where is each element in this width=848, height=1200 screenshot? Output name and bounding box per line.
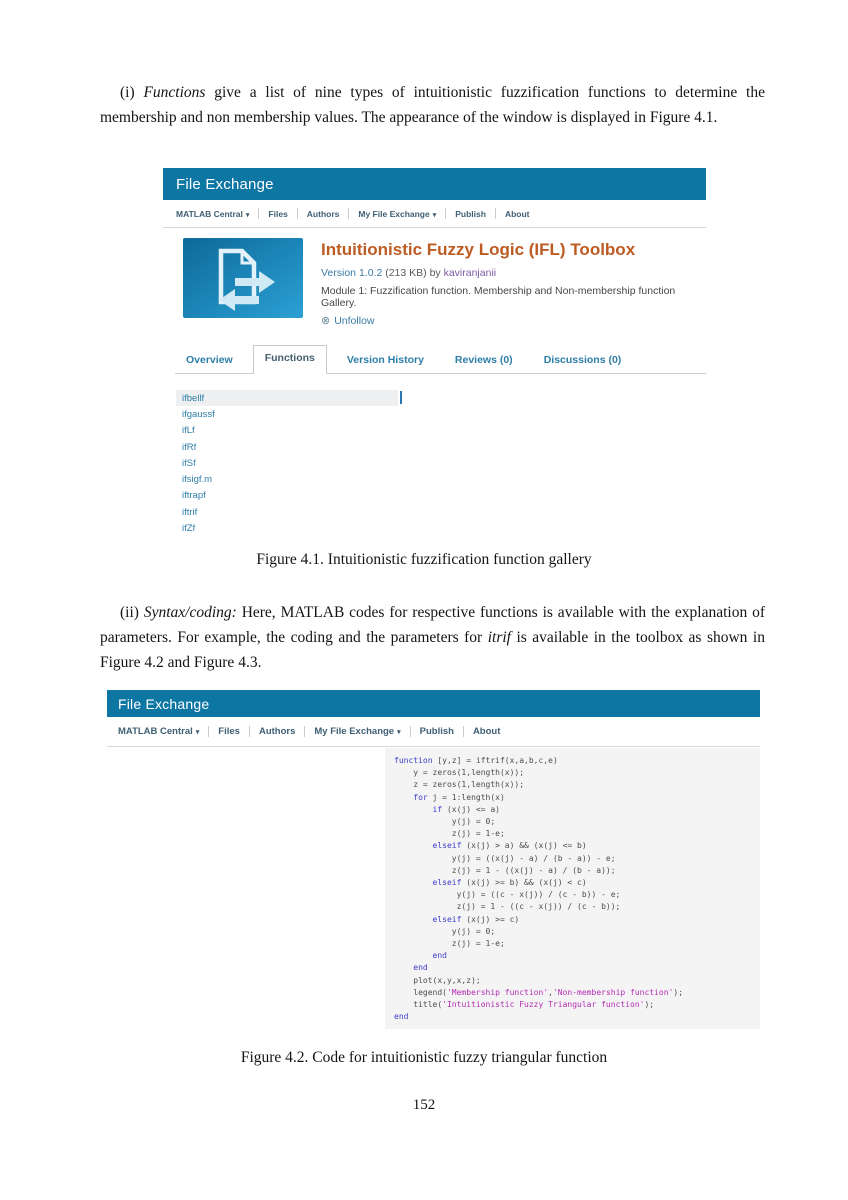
body-paragraph-2 [100,600,765,675]
function-link[interactable]: iftrif [182,506,198,518]
function-link[interactable]: ifsigf.m [182,474,213,486]
nav-item-about[interactable]: About [504,208,530,219]
nav-item-publish[interactable]: Publish [419,726,454,737]
chevron-down-icon: ▾ [195,729,200,736]
nav-separator [445,208,446,219]
function-list-item[interactable] [176,471,398,487]
nav-separator [410,726,411,737]
toolbox-profile [163,228,706,327]
code-line: y(j) = 0; [394,926,496,936]
file-exchange-screenshot-1 [163,168,706,540]
toolbox-author-link[interactable]: kaviranjanii [443,267,497,279]
nav-separator [463,726,464,737]
toolbox-version-row [321,267,706,279]
nav-item-files[interactable]: Files [268,208,288,219]
code-line: for j = 1:length(x) [413,792,505,802]
nav-item-my-file-exchange[interactable]: My File Exchange ▾ [314,726,401,737]
code-line: legend('Membership function','Non-membership function'); [394,987,684,997]
function-list-item[interactable] [176,406,398,422]
page-number: 152 [412,1097,436,1113]
nav-item-matlab-central[interactable]: MATLAB Central ▾ [176,208,250,219]
unfollow-button[interactable] [321,315,706,327]
nav-separator [258,208,259,219]
unfollow-label: Unfollow [334,315,375,327]
nav-separator [297,208,298,219]
nav-item-matlab-central[interactable]: MATLAB Central ▾ [118,726,200,737]
file-exchange-title: File Exchange [176,175,274,193]
chevron-down-icon: ▾ [245,211,250,219]
paragraph-segment: (ii) [120,604,144,621]
nav-item-authors[interactable]: Authors [306,208,340,219]
file-exchange-navbar [163,200,706,228]
code-line: elseif (x(j) >= c) [432,914,520,924]
code-line: if (x(j) <= a) [432,804,500,814]
code-line: end [394,1012,409,1022]
toolbox-version-link[interactable]: Version 1.0.2 [321,267,383,279]
code-line: z(j) = 1-e; [394,829,505,839]
function-list-item[interactable] [176,504,398,520]
tab-discussions-0-[interactable]: Discussions (0) [543,354,622,366]
circle-x-icon: ⊗ [321,314,331,327]
paragraph-segment: is available in the toolbox as shown in Figure 4.2 and Figure 4.3. [100,629,765,671]
code-line: z = zeros(1,length(x)); [394,780,525,790]
toolbox-title: Intuitionistic Fuzzy Logic (IFL) Toolbox [321,240,636,259]
code-line: y = zeros(1,length(x)); [394,768,525,778]
function-link[interactable]: ifRf [182,441,197,453]
nav-separator [208,726,209,737]
code-line: function [y,z] = iftrif(x,a,b,c,e) [394,756,558,765]
file-exchange-title: File Exchange [118,695,210,712]
tab-version-history[interactable]: Version History [346,354,424,366]
nav-separator [495,208,496,219]
code-line: plot(x,y,x,z); [394,975,481,985]
function-list [176,390,398,537]
code-line: y(j) = 0; [394,817,496,827]
nav-item-my-file-exchange[interactable]: My File Exchange ▾ [358,208,437,219]
function-list-item[interactable] [176,488,398,504]
function-list-item[interactable] [176,520,398,536]
code-line: z(j) = 1-e; [394,939,505,949]
paragraph-segment: Here, MATLAB codes for respective functions is available with the explanation of parameters. For example, the coding and the parameters for [100,604,765,646]
code-line: end [413,963,428,973]
code-line: y(j) = ((x(j) - a) / (b - a)) - e; [394,853,616,863]
nav-separator [249,726,250,737]
nav-item-about[interactable]: About [472,726,501,737]
code-line: elseif (x(j) >= b) && (x(j) < c) [432,878,587,888]
file-exchange-screenshot-2 [107,690,760,1030]
tab-reviews-0-[interactable]: Reviews (0) [454,354,513,366]
text-cursor [400,391,402,404]
chevron-down-icon: ▾ [432,211,437,219]
toolbox-description: Module 1: Fuzzification function. Membership and Non-membership function Gallery. [321,285,676,309]
figure-4-1-caption: Figure 4.1. Intuitionistic fuzzification function gallery [256,551,592,568]
file-exchange-header [107,690,760,717]
function-list-item[interactable] [176,455,398,471]
function-link[interactable]: iftrapf [182,490,206,502]
figure-4-2-caption: Figure 4.2. Code for intuitionistic fuzzy triangular function [240,1049,608,1066]
file-exchange-navbar [107,717,760,747]
paragraph-segment: itrif [487,629,511,646]
nav-separator [304,726,305,737]
paragraph-segment: (i) [120,84,144,101]
function-link[interactable]: ifSf [182,457,196,469]
toolbox-tabs [175,345,706,374]
function-link[interactable]: ifZf [182,523,196,535]
tab-overview[interactable]: Overview [186,354,233,366]
nav-item-publish[interactable]: Publish [455,208,486,219]
code-line: title('Intuitionistic Fuzzy Triangular function'); [394,1000,655,1010]
nav-item-files[interactable]: Files [218,726,240,737]
function-list-item[interactable] [176,423,398,439]
code-line: end [432,951,447,961]
code-line: z(j) = 1 - ((c - x(j)) / (c - b)); [394,902,621,912]
body-paragraph-1 [100,80,765,130]
paragraph-segment: Functions [143,84,206,101]
code-viewer [385,748,760,1029]
code-line: y(j) = ((c - x(j)) / (c - b)) - e; [394,890,621,900]
nav-separator [348,208,349,219]
file-exchange-logo-icon [183,238,303,318]
chevron-down-icon: ▾ [397,729,401,736]
function-link[interactable]: ifbellf [182,392,205,404]
toolbox-size-by: (213 KB) by [382,267,444,279]
function-link[interactable]: ifLf [182,425,195,437]
paragraph-segment: give a list of nine types of intuitionistic fuzzification functions to determine the membership and non membership values. The appearance of the window is displayed in Figure 4.1. [100,84,765,126]
nav-item-authors[interactable]: Authors [258,726,296,737]
paragraph-segment: Syntax/coding: [143,604,237,621]
function-list-item[interactable] [176,390,398,406]
function-link[interactable]: ifgaussf [182,408,215,420]
code-line: elseif (x(j) > a) && (x(j) <= b) [432,841,587,851]
file-exchange-header [163,168,706,200]
tab-functions[interactable]: Functions [253,345,327,374]
code-line: z(j) = 1 - ((x(j) - a) / (b - a)); [394,865,616,875]
function-list-item[interactable] [176,439,398,455]
